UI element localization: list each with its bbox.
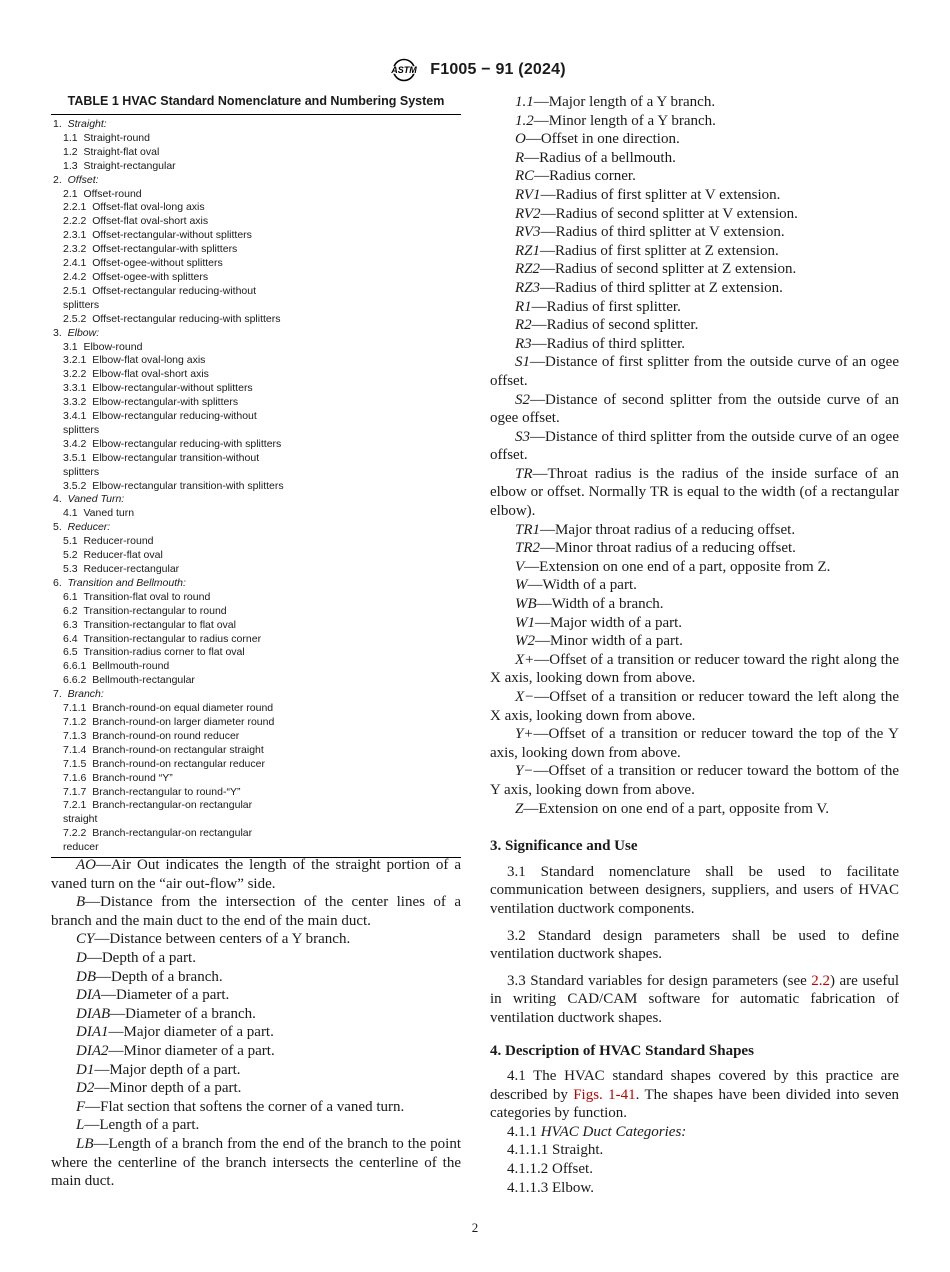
definition-item: S3—Distance of third splitter from the outside curve of an ogee offset. [490,428,899,464]
definition-item: WB—Width of a branch. [515,596,664,613]
definition-item: 1.2—Minor length of a Y branch. [515,112,716,129]
table-row: 3.1 Elbow-round [63,340,143,353]
table-category-row: 3. Elbow: [53,326,100,339]
definition-text: Flat section that softens the corner of a vaned turn. [100,1098,405,1115]
table-category-row: 6. Transition and Bellmouth: [53,576,186,589]
definition-term: Y− [515,763,534,780]
definition-text: Radius of first splitter at Z extension. [555,242,779,259]
table-row: 7.1.6 Branch-round “Y” [63,771,173,784]
table-row: 6.3 Transition-rectangular to flat oval [63,618,236,631]
definition-term: L [76,1117,85,1134]
nomenclature-table [51,93,461,858]
definition-term: DIAB [76,1005,111,1022]
table-body [51,115,461,858]
table-category-row: 2. Offset: [53,173,99,186]
table-row: 7.1.3 Branch-round-on round reducer [63,729,240,742]
definition-text: Offset of a transition or reducer toward the bottom of the Y axis, looking down from above. [490,763,899,798]
definition-text: Radius of second splitter at V extension. [555,205,798,222]
definition-item: S2—Distance of second splitter from the outside curve of an ogee offset. [490,391,899,427]
definition-item: RC—Radius corner. [515,168,636,185]
definition-item: TR—Throat radius is the radius of the inside surface of an elbow or offset. Normally TR is equal to the width (of a rectangular elbow). [490,465,899,520]
definition-item: DIAB—Diameter of a branch. [76,1005,256,1022]
definition-term: DB [76,968,96,985]
definition-term: Z [515,800,524,817]
definition-item: D1—Major depth of a part. [76,1061,241,1078]
right-column [490,93,899,1197]
table-category-row: 1. Straight: [53,118,107,130]
definition-term: B [76,894,86,911]
definition-term: 1.2 [515,112,534,129]
definition-item: B—Distance from the intersection of the center lines of a branch and the main duct to the end of the main duct. [51,894,461,929]
definition-text: Distance between centers of a Y branch. [109,931,351,948]
definition-item: D—Depth of a part. [76,949,196,966]
definition-term: R1 [515,298,532,315]
definition-text: Minor width of a part. [550,633,683,650]
table-title: TABLE 1 HVAC Standard Nomenclature and Numbering System [51,93,461,115]
definition-item: X+—Offset of a transition or reducer toward the right along the X axis, looking down from above. [490,651,899,687]
definition-term: TR [515,465,533,482]
definition-term: D1 [76,1061,95,1078]
definition-term: WB [515,596,537,613]
figures-link[interactable]: Figs. 1-41 [573,1086,636,1103]
paragraph-3-2: 3.2 Standard design parameters shall be used to define ventilation ductwork shapes. [490,927,899,963]
definition-item: RV2—Radius of second splitter at V extension. [515,205,798,222]
table-row: 2.4.1 Offset-ogee-without splitters [63,257,223,270]
definition-term: Y+ [515,726,534,743]
definition-item: R2—Radius of second splitter. [515,317,699,334]
table-row: 3.3.1 Elbow-rectangular-without splitters [63,382,253,395]
table-row: 7.1.4 Branch-round-on rectangular straight [63,743,264,756]
definition-term: LB [76,1135,94,1152]
definition-text: Minor depth of a part. [109,1080,242,1097]
table-row: 2.1 Offset-round [63,187,142,200]
table-row: 5.3 Reducer-rectangular [63,563,180,575]
table-row: 3.4.2 Elbow-rectangular reducing-with splitters [63,437,282,450]
definition-text: Depth of a part. [101,949,196,966]
table-row: 6.5 Transition-radius corner to flat oval [63,646,245,659]
table-row: 2.2.2 Offset-flat oval-short axis [63,215,209,228]
table-row: 3.2.2 Elbow-flat oval-short axis [63,368,209,381]
right-column-definitions [490,93,899,818]
paragraph-3-3: 3.3 Standard variables for design parameters (see 2.2) are useful in writing CAD/CAM software for automatic fabrication of ventilation ductwork shapes. [490,972,899,1026]
definition-text: Depth of a branch. [111,968,223,985]
definition-item: X−—Offset of a transition or reducer toward the left along the X axis, looking down from above. [490,689,899,724]
definition-text: Major length of a Y branch. [548,94,716,110]
table-row: 2.3.2 Offset-rectangular-with splitters [63,243,238,256]
definition-text: Major width of a part. [550,614,683,631]
definition-text: Length of a branch from the end of the branch to the point where the centerline of the branch intersects the centerline of the main duct. [51,1135,461,1190]
definition-term: O [515,131,526,148]
definition-item: RZ3—Radius of third splitter at Z extension. [515,279,783,296]
paragraph-3-1: 3.1 Standard nomenclature shall be used to facilitate communication between designers, suppliers, and users of HVAC ventilation ductwork components. [490,863,899,917]
definition-term: S3 [515,428,530,445]
definition-text: Radius of second splitter at Z extension. [555,261,797,278]
definition-item: CY—Distance between centers of a Y branch. [76,931,351,948]
category-item: 4.1.1.3 Elbow. [507,1179,594,1196]
definition-text: Radius of second splitter. [546,317,699,334]
definition-text: Offset in one direction. [540,131,680,148]
category-item: 4.1.1.2 Offset. [507,1161,593,1178]
table-category-row: 5. Reducer: [53,521,111,534]
definition-item: Z—Extension on one end of a part, opposite from V. [515,800,829,817]
definition-term: DIA2 [76,1042,109,1059]
table-row: 5.2 Reducer-flat oval [63,549,163,562]
definition-item: RV1—Radius of first splitter at V extension. [515,186,781,203]
definition-text: Radius of first splitter. [546,298,681,315]
definition-term: RV1 [515,186,541,203]
definition-term: DIA1 [76,1024,109,1041]
definition-text: Length of a part. [99,1117,200,1134]
table-row: 3.5.1 Elbow-rectangular transition-without splitters [63,451,260,478]
definition-text: Extension on one end of a part, opposite from V. [538,800,829,817]
page-number: 2 [471,1220,479,1235]
definition-text: Distance from the intersection of the center lines of a branch and the main duct to the end of the main duct. [51,894,461,929]
definition-text: Diameter of a part. [116,987,230,1004]
table-row: 6.4 Transition-rectangular to radius corner [63,632,262,645]
definition-term: W2 [515,633,535,650]
table-row: 1.1 Straight-round [63,131,150,144]
definition-term: RZ1 [515,242,541,259]
definition-item: W1—Major width of a part. [515,614,683,631]
definition-term: X+ [515,651,535,668]
table-row: 6.2 Transition-rectangular to round [63,604,227,617]
table-row: 7.1.5 Branch-round-on rectangular reducer [63,757,265,770]
table-row: 7.2.1 Branch-rectangular-on rectangular straight [63,799,253,826]
definition-item: DIA2—Minor diameter of a part. [76,1042,275,1059]
definition-term: W [515,577,528,594]
definition-text: Width of a branch. [551,596,664,613]
definition-item: DIA1—Major diameter of a part. [76,1024,274,1041]
definition-text: Distance of third splitter from the outside curve of an ogee offset. [490,428,899,464]
table-row: 2.2.1 Offset-flat oval-long axis [63,201,205,214]
definition-text: Radius corner. [549,168,636,185]
definition-text: Distance of second splitter from the outside curve of an ogee offset. [490,391,899,427]
definition-item: W2—Minor width of a part. [515,633,683,650]
definition-text: Major diameter of a part. [123,1024,274,1041]
table-row: 3.5.2 Elbow-rectangular transition-with splitters [63,479,284,492]
section-2-2-link[interactable]: 2.2 [811,972,831,989]
paragraph-4-1-1: 4.1.1 HVAC Duct Categories: [507,1123,687,1140]
table-row: 5.1 Reducer-round [63,535,154,548]
table-row: 7.1.7 Branch-rectangular to round-“Y” [63,785,241,798]
definition-term: 1.1 [515,94,534,110]
astm-logo-icon [384,58,424,82]
definition-item: DIA—Diameter of a part. [76,987,230,1004]
definition-text: Diameter of a branch. [125,1005,256,1022]
definition-term: S2 [515,391,530,408]
definition-item: V—Extension on one end of a part, opposite from Z. [515,558,831,575]
page-header [0,58,950,82]
definition-term: R2 [515,317,532,334]
definition-term: R3 [515,335,532,352]
definition-term: RZ3 [515,279,541,296]
definition-text: Minor diameter of a part. [123,1042,275,1059]
definition-text: Throat radius is the radius of the inside surface of an elbow or offset. Normally TR is equal to the width (of a rectangular elbow). [490,465,899,520]
definition-text: Offset of a transition or reducer toward the left along the X axis, looking down from above. [490,689,899,724]
definition-text: Air Out indicates the length of the straight portion of a vaned turn on the “air out-flow” side. [51,857,461,892]
table-row: 2.5.2 Offset-rectangular reducing-with splitters [63,312,281,325]
definition-item: Y+—Offset of a transition or reducer toward the top of the Y axis, looking down from above. [490,726,899,761]
definition-text: Distance of first splitter from the outside curve of an ogee offset. [490,354,899,389]
definition-item: TR1—Major throat radius of a reducing offset. [515,521,796,538]
table-row: 6.6.2 Bellmouth-rectangular [63,674,195,687]
document-designation: F1005 − 91 (2024) [430,61,566,78]
definition-text: Minor throat radius of a reducing offset. [555,540,796,557]
section-4-heading: 4. Description of HVAC Standard Shapes [490,1042,754,1059]
table-row: 6.6.1 Bellmouth-round [63,660,170,673]
definition-text: Width of a part. [542,577,637,594]
definition-text: Radius of first splitter at V extension. [555,186,781,203]
definition-item: S1—Distance of first splitter from the outside curve of an ogee offset. [490,354,899,389]
definition-term: TR1 [515,521,541,538]
definition-item: O—Offset in one direction. [515,131,680,148]
definition-item: R3—Radius of third splitter. [515,335,685,352]
table-row: 2.4.2 Offset-ogee-with splitters [63,270,209,283]
definition-text: Offset of a transition or reducer toward the right along the X axis, looking down from above. [490,651,899,687]
definition-item: TR2—Minor throat radius of a reducing offset. [515,540,796,557]
left-column-definitions [51,856,461,1191]
table-row: 3.3.2 Elbow-rectangular-with splitters [63,396,239,409]
definition-item: AO—Air Out indicates the length of the straight portion of a vaned turn on the “air out-flow” side. [51,857,461,892]
definition-item: D2—Minor depth of a part. [76,1080,242,1097]
definition-item: RV3—Radius of third splitter at V extension. [515,224,785,241]
category-item: 4.1.1.1 Straight. [507,1142,604,1159]
definition-term: DIA [76,987,101,1004]
table-row: 2.3.1 Offset-rectangular-without splitters [63,229,252,242]
definition-item: F—Flat section that softens the corner of a vaned turn. [76,1098,405,1115]
definition-text: Minor length of a Y branch. [548,112,716,129]
definition-term: W1 [515,614,535,631]
definition-item: L—Length of a part. [76,1117,200,1134]
definition-text: Offset of a transition or reducer toward the top of the Y axis, looking down from above. [490,726,899,761]
logo-text: ASTM [391,65,417,75]
definition-term: D2 [76,1080,95,1097]
definition-term: V [515,558,525,575]
definition-term: RC [515,168,535,185]
definition-item: R1—Radius of first splitter. [515,298,681,315]
definition-term: RV3 [515,224,541,241]
definition-item: W—Width of a part. [515,577,637,594]
table-row: 2.5.1 Offset-rectangular reducing-without splitters [63,284,257,311]
section-3-heading: 3. Significance and Use [490,838,638,855]
definition-item: DB—Depth of a branch. [76,968,223,985]
definition-text: Major depth of a part. [109,1061,241,1078]
table-row: 7.1.2 Branch-round-on larger diameter round [63,715,275,728]
definition-term: AO [76,857,96,873]
definition-term: TR2 [515,540,541,557]
definition-text: Major throat radius of a reducing offset. [555,521,796,538]
definition-item: LB—Length of a branch from the end of the branch to the point where the centerline of the branch intersects the centerline of the main duct. [51,1135,461,1190]
table-row: 7.2.2 Branch-rectangular-on rectangular reducer [63,827,253,854]
definition-item: R—Radius of a bellmouth. [515,149,676,166]
table-row: 1.3 Straight-rectangular [63,159,176,172]
definition-item: RZ2—Radius of second splitter at Z extension. [515,261,797,278]
definition-text: Radius of third splitter at V extension. [555,224,785,241]
table-category-row: 4. Vaned Turn: [53,493,125,506]
table-row: 3.4.1 Elbow-rectangular reducing-without splitters [63,410,257,436]
table-row: 7.1.1 Branch-round-on equal diameter round [63,702,274,715]
table-row: 3.2.1 Elbow-flat oval-long axis [63,354,206,367]
definition-text: Radius of third splitter. [546,335,685,352]
definition-term: X− [515,689,535,705]
definition-text: Radius of a bellmouth. [539,149,676,166]
table-row: 6.1 Transition-flat oval to round [63,590,211,603]
definition-text: Extension on one end of a part, opposite from Z. [539,558,831,575]
definition-text: Radius of third splitter at Z extension. [555,279,783,296]
definition-item: Y−—Offset of a transition or reducer toward the bottom of the Y axis, looking down from above. [490,763,899,798]
definition-term: F [76,1098,86,1115]
definition-term: S1 [515,354,530,371]
definition-term: D [76,949,87,966]
definition-term: CY [76,931,95,948]
table-row: 1.2 Straight-flat oval [63,145,160,158]
definition-item: RZ1—Radius of first splitter at Z extension. [515,242,779,259]
table-category-row: 7. Branch: [53,688,104,701]
paragraph-4-1: 4.1 The HVAC standard shapes covered by this practice are described by Figs. 1-41. The shapes have been divided into seven categories by function. [490,1068,900,1122]
definition-term: R [515,149,525,166]
definition-item: 1.1—Major length of a Y branch. [515,94,716,110]
table-row: 4.1 Vaned turn [63,507,135,520]
definition-term: RZ2 [515,261,541,278]
definition-term: RV2 [515,205,541,222]
